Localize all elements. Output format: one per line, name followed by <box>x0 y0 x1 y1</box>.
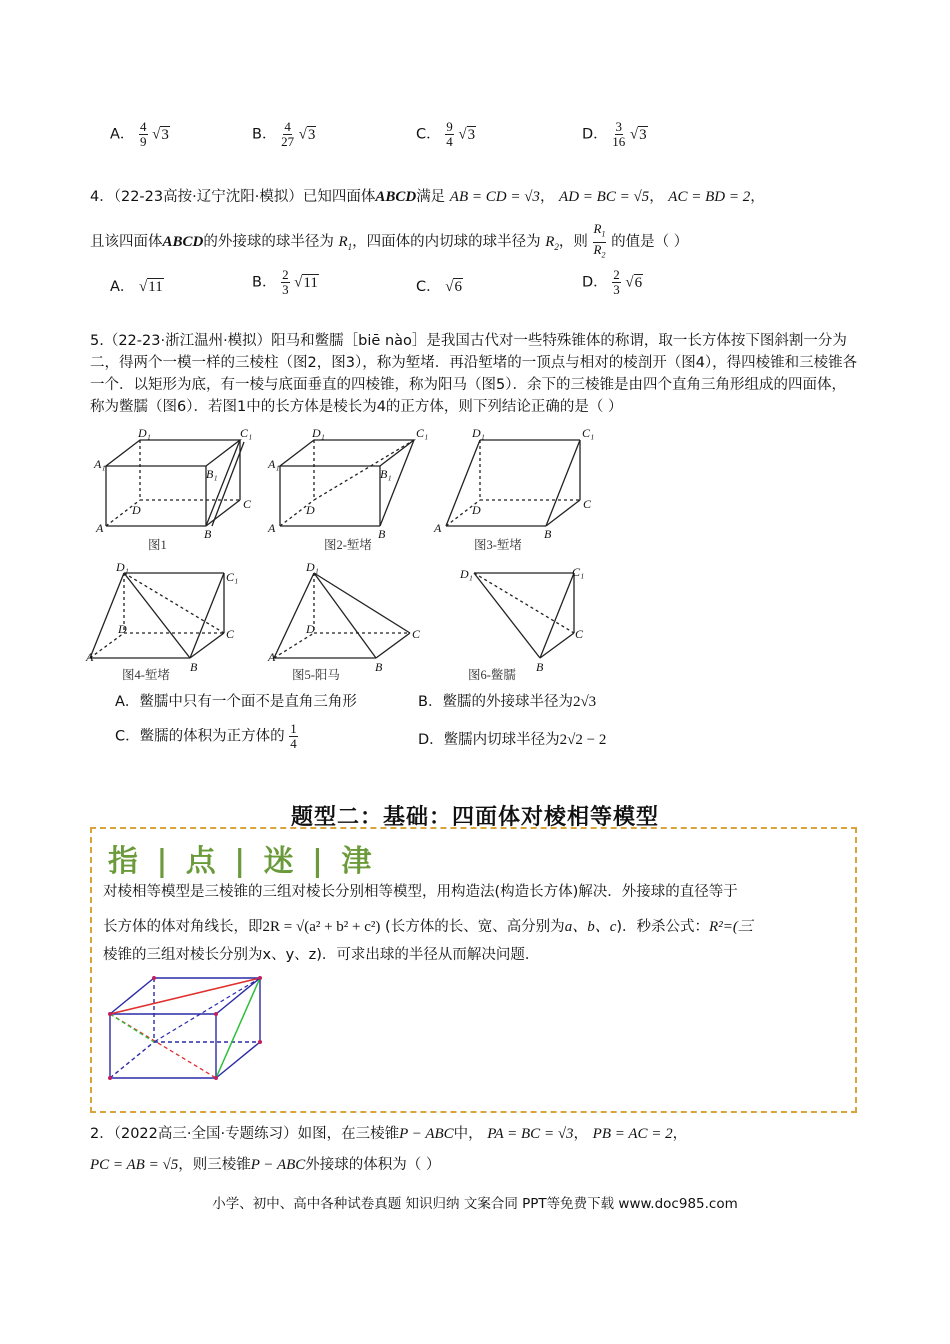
figure-6-bienao <box>474 573 574 658</box>
q5-stem: 5.（22-23·浙江温州·模拟）阳马和鳖臑［biē nào］是我国古代对一些特殊锥体的称谓，取一长方体按下图斜割一分为二，得两个一模一样的三棱柱（图2，图3），称为堑堵．再沿堑堵的一顶点与相对的棱剖开（图4），得四棱锥和三棱锥各一个．以矩形为底，有一棱与底面垂直的四棱锥，称为阳马（图5）．余下的三棱锥是由四个直角三角形组成的四面体，称为鳖臑（图6）．若图1中的长方体是棱长为4的正方体，则下列结论正确的是（ ） <box>90 333 858 415</box>
figure-caption-5: 图5-阳马 <box>292 668 340 682</box>
q4-option-b[interactable]: B． $\frac{2}{3}$ √11 <box>252 267 318 297</box>
q5-option-a[interactable]: A．鳖臑中只有一个面不是直角三角形 <box>115 694 357 710</box>
tip-line-1: 对棱相等模型是三棱锥的三组对棱长分别相等模型，用构造法(构造长方体)解决．外接球的直径等于 <box>103 884 738 900</box>
svg-text:C: C <box>583 497 592 511</box>
svg-text:A: A <box>86 650 94 664</box>
figure-caption-4: 图4-堑堵 <box>122 668 170 682</box>
tip-line-3: 棱锥的三组对棱长分别为x、y、z)．可求出球的半径从而解决问题． <box>103 947 540 963</box>
q5-option-d[interactable]: D．鳖臑内切球半径为2√2 − 2 <box>418 732 607 748</box>
figure-caption-2: 图2-堑堵 <box>324 538 372 552</box>
figure-4-split <box>90 573 224 658</box>
q4-option-a[interactable]: A． √11 <box>110 279 163 295</box>
r1-over-r2-fraction: $\frac{R_1}{R_2}$ <box>593 221 606 260</box>
tip-heading: 指 | 点 | 迷 | 津 <box>108 844 376 879</box>
page-footer: 小学、初中、高中各种试卷真题 知识归纳 文案合同 PPT等免费下载 www.doc985.com <box>212 1196 738 1212</box>
svg-text:D₁: D₁ <box>472 426 485 440</box>
svg-text:C: C <box>226 627 235 641</box>
q3-option-d[interactable]: D． $\frac{3}{16}$ √3 <box>582 119 647 149</box>
section-title: 题型二：基础：四面体对棱相等模型 <box>290 805 659 830</box>
svg-text:B₁: B₁ <box>206 467 218 481</box>
svg-text:D: D <box>118 622 127 636</box>
svg-text:D₁: D₁ <box>138 426 151 440</box>
q3-option-b[interactable]: B． $\frac{4}{27}$ √3 <box>252 119 316 149</box>
figure-5-yangma <box>274 573 410 658</box>
svg-text:D₁: D₁ <box>460 567 473 581</box>
svg-text:A: A <box>96 521 104 535</box>
sqrt-expr: √3 <box>152 126 169 143</box>
svg-text:B: B <box>536 660 544 674</box>
svg-text:D₁: D₁ <box>312 426 325 440</box>
svg-text:D₁: D₁ <box>116 560 129 574</box>
svg-text:D: D <box>306 503 315 517</box>
svg-text:B₁: B₁ <box>380 467 392 481</box>
q5-option-b[interactable]: B．鳖臑的外接球半径为2√3 <box>418 694 597 710</box>
svg-text:C₁: C₁ <box>226 570 239 584</box>
figure-1-cube <box>106 440 244 526</box>
q4-option-c[interactable]: C． √6 <box>416 279 462 295</box>
svg-text:C₁: C₁ <box>582 426 595 440</box>
svg-text:B: B <box>378 527 386 541</box>
sqrt-expr: √3 <box>298 126 316 143</box>
svg-text:D: D <box>132 503 141 517</box>
sqrt-expr: √3 <box>629 126 647 143</box>
tip-line-2: 长方体的体对角线长，即2R = √(a² + b² + c²) (长方体的长、宽、高分别为a、b、c)．秒杀公式：R²=(三 <box>103 919 753 935</box>
q3-option-c[interactable]: C． $\frac{9}{4}$ √3 <box>416 119 476 149</box>
tip-cuboid-diagram <box>104 970 274 1082</box>
svg-text:D: D <box>306 622 315 636</box>
figure-caption-3: 图3-堑堵 <box>474 538 522 552</box>
svg-text:A₁: A₁ <box>268 457 280 471</box>
svg-text:B: B <box>375 660 383 674</box>
svg-text:A: A <box>268 521 276 535</box>
q3-option-a[interactable]: A． $\frac{4}{9}$ √3 <box>110 119 169 149</box>
sqrt-expr: √3 <box>458 126 476 143</box>
svg-text:C: C <box>412 627 421 641</box>
svg-text:C₁: C₁ <box>572 565 585 579</box>
svg-text:C₁: C₁ <box>416 426 429 440</box>
figure-caption-6: 图6-鳖臑 <box>468 668 516 682</box>
svg-text:B: B <box>190 660 198 674</box>
svg-text:D: D <box>472 503 481 517</box>
svg-text:A₁: A₁ <box>94 457 106 471</box>
svg-text:C₁: C₁ <box>240 426 253 440</box>
figure-2-prism <box>280 440 414 526</box>
svg-text:D₁: D₁ <box>306 560 319 574</box>
figure-3-prism <box>446 440 580 526</box>
figure-caption-1: 图1 <box>148 538 167 552</box>
svg-text:A: A <box>434 521 442 535</box>
svg-text:B: B <box>204 527 212 541</box>
svg-text:C: C <box>243 497 252 511</box>
q2-line-1: 2．（2022高三·全国·专题练习）如图，在三棱锥P − ABC中， PA = BC = √3， PB = AC = 2， <box>90 1126 688 1142</box>
q5-option-c[interactable]: C．鳖臑的体积为正方体的 $\frac{1}{4}$ <box>115 721 297 751</box>
q4-line-2: 且该四面体ABCD的外接球的球半径为 $R_1$，四面体的内切球的球半径为 $R_2$，则 $\frac{R_1}{R_2}$ 的值是（ ） <box>90 222 688 262</box>
svg-text:A: A <box>268 650 276 664</box>
q4-line-1: 4．（22-23高按·辽宁沈阳·模拟）已知四面体ABCD满足 AB = CD = √3， AD = BC = √5， AC = BD = 2， <box>90 189 765 205</box>
svg-text:C: C <box>575 627 584 641</box>
q4-option-d[interactable]: D． $\frac{2}{3}$ √6 <box>582 267 643 297</box>
svg-text:B: B <box>544 527 552 541</box>
q2-line-2: PC = AB = √5，则三棱锥P − ABC外接球的体积为（ ） <box>90 1157 441 1173</box>
q5-figures <box>88 428 608 690</box>
